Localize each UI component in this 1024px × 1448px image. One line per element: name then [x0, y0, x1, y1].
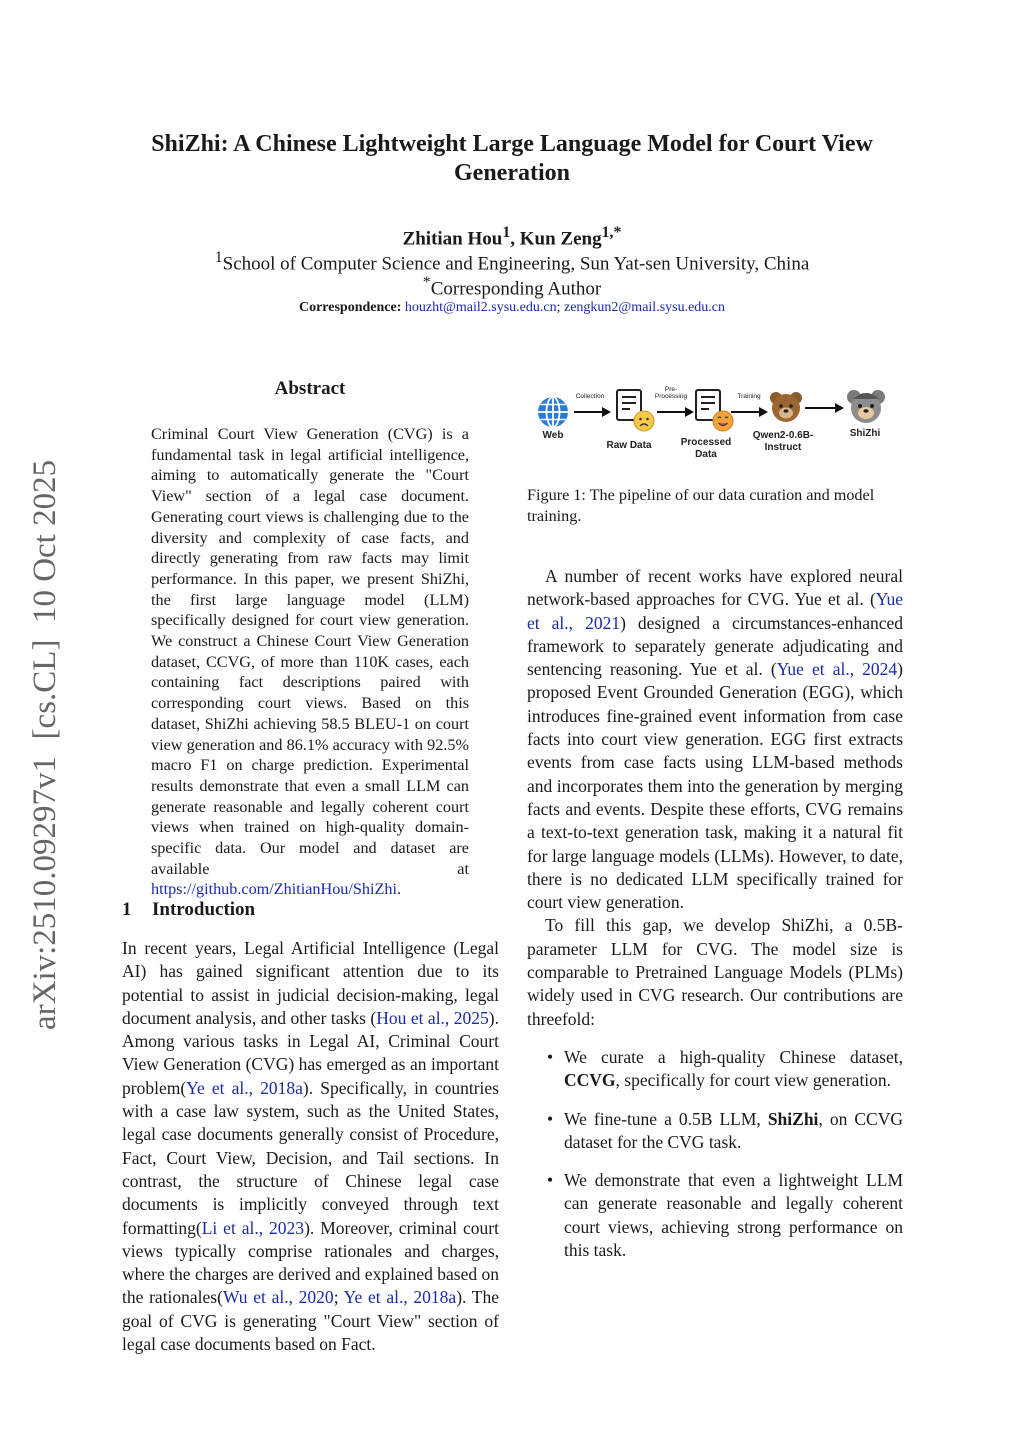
text-run: ). Moreover, criminal court views typically comprise rationales and charges, where the charges are derived and explained based on the rationales( [122, 1217, 499, 1308]
node-label-web: Web [542, 430, 564, 441]
abstract-text [151, 424, 469, 900]
bear-icon [768, 390, 804, 424]
text-run: We demonstrate that even a lightweight LLM can generate reasonable and legally coherent court views, achieving strong performance on this task. [564, 1170, 903, 1261]
arrow-head [759, 407, 768, 417]
abstract-end: . [396, 880, 402, 899]
citation-link[interactable]: Li et al., 2023 [201, 1217, 305, 1238]
contribution-list [527, 1046, 903, 1262]
edge-label-preprocessing: Pre-Processing [654, 386, 688, 400]
email-link[interactable]: houzht@mail2.sysu.edu.cn [404, 300, 557, 315]
node-label-qwen: Qwen2-0.6B-Instruct [752, 430, 814, 453]
node-label-shizhi: ShiZhi [849, 428, 881, 439]
text-run: ; [333, 1287, 344, 1308]
affiliation-marker: 1 [214, 249, 223, 266]
abstract-body: Criminal Court View Generation (CVG) is a fundamental task in legal artificial intelligence, aiming to automatically generate the "Court View" section of a legal case document. Generating court views is challenging due to the diversity and complexity of case facts, and directly generating from raw facts may limit performance. In this paper, we present ShiZhi, the first large language model (LLM) specifically designed for court view generation. We construct a Chinese Court View Generation dataset, CCVG, of more than 110K cases, each containing fact descriptions paired with corresponding court views. Based on this dataset, ShiZhi achieving 58.5 BLEU-1 on court view generation and 86.1% accuracy with 92.5% macro F1 on charge prediction. Experimental results demonstrate that even a small LLM can generate reasonable and legally coherent court views when trained on high-quality domain-specific data. Our model and dataset are available at [151, 425, 469, 878]
bullet-marker: • [547, 1108, 554, 1129]
arrow-finetune [805, 407, 835, 409]
text-run: ). The goal of CVG is generating "Court View" section of legal case documents based on Fact. [122, 1287, 500, 1355]
text-run: ). Specifically, in countries with a case law system, such as the United States, legal case documents generally consist of Procedure, Fact, Court View, Decision, and Tail sections. In contrast, the structure of Chinese legal case documents is implicitly conveyed through text formatting( [122, 1077, 499, 1238]
citation-link[interactable]: Hou et al., 2025 [376, 1007, 489, 1028]
author-separator: , [510, 228, 520, 250]
arrow-preprocessing [657, 411, 685, 413]
text-run: A number of recent works have explored neural network-based approaches for CVG. Yue et al. ( [527, 566, 903, 610]
arrow-head [602, 407, 611, 417]
citation-link[interactable]: Wu et al., 2020 [222, 1287, 334, 1308]
author-name: Zhitian Hou [402, 228, 503, 250]
edge-label-collection: Collection [575, 393, 605, 400]
corresponding-marker: * [422, 274, 431, 291]
text-run: ) proposed Event Grounded Generation (EGG), which introduces fine-grained event information from case facts into court view generation. EGG first extracts events from case facts using LLM-based methods and incorporates them into the generation by merging facts and events. Despite these efforts, CVG remains a text-to-text generation task, making it a natural fit for large language models (LLMs). However, to date, there is no dedicated LLM specifically trained for court view generation. [527, 659, 903, 913]
figure-pipeline [527, 382, 903, 472]
affiliation-marker: 1,* [601, 224, 622, 241]
figure-caption: Figure 1: The pipeline of our data curation and model training. [527, 486, 875, 525]
node-label-processed-data: Processed Data [680, 437, 732, 460]
github-link[interactable]: https://github.com/ZhitianHou/ShiZhi [151, 880, 397, 899]
bold-term: CCVG [564, 1070, 616, 1091]
node-label-raw-data: Raw Data [606, 440, 652, 451]
arrow-training [731, 411, 759, 413]
intro-paragraph-3: To fill this gap, we develop ShiZhi, a 0.5B-parameter LLM for CVG. The model size is comparable to Pretrained Language Models (PLMs) widely used in CVG research. Our contributions are threefold: [527, 915, 903, 1029]
bold-term: ShiZhi [767, 1108, 819, 1129]
text-run: We fine-tune a 0.5B LLM, [564, 1108, 768, 1129]
list-item [527, 1046, 903, 1093]
citation-link[interactable]: Yue et al., 2021 [527, 589, 903, 633]
arxiv-identifier: arXiv:2510.09297v1 [cs.CL] 10 Oct 2025 [27, 459, 63, 1030]
affiliation-text: School of Computer Science and Engineering, Sun Yat-sen University, China [222, 253, 810, 275]
citation-link[interactable]: Ye et al., 2018a [343, 1287, 457, 1308]
arrow-head [835, 403, 844, 413]
arrow-head [685, 407, 694, 417]
list-item [527, 1108, 903, 1155]
citation-link[interactable]: Yue et al., 2024 [776, 659, 898, 680]
intro-paragraph-1 [122, 937, 499, 1356]
email-link[interactable]: zengkun2@mail.sysu.edu.cn [563, 300, 726, 315]
intro-paragraph-2 [527, 565, 903, 914]
email-separator: ; [556, 300, 564, 315]
correspondence-line [100, 298, 924, 318]
text-run: , on CCVG dataset for the CVG task. [564, 1108, 903, 1152]
correspondence-label: Correspondence: [298, 300, 402, 315]
author-name: Kun Zeng [519, 228, 602, 250]
corresponding-author-note [100, 270, 924, 301]
section-number: 1 [122, 899, 132, 920]
list-item [527, 1169, 903, 1262]
globe-icon [536, 395, 570, 429]
right-column [527, 565, 903, 1262]
citation-link[interactable]: Ye et al., 2018a [186, 1077, 303, 1098]
section-title: Introduction [152, 899, 256, 920]
text-run: ) designed a circumstances-enhanced framework to separately generate adjudicating and sentencing reasoning. Yue et al. ( [527, 612, 903, 680]
bullet-marker: • [547, 1046, 554, 1067]
paper-title: ShiZhi: A Chinese Lightweight Large Language Model for Court View Generation [151, 131, 873, 186]
edge-label-training: Training [737, 393, 761, 400]
bullet-marker: • [547, 1170, 554, 1191]
text-run: In recent years, Legal Artificial Intelligence (Legal AI) has gained significant attention due to its potential to assist in judicial decision-making, legal document analysis, and other tasks ( [122, 938, 499, 1028]
text-run: , specifically for court view generation. [615, 1070, 892, 1091]
abstract-heading: Abstract [274, 378, 346, 399]
bear-shizhi-icon [845, 387, 887, 425]
arrow-collection [574, 411, 602, 413]
affiliation-marker: 1 [502, 224, 511, 241]
corresponding-text: Corresponding Author [430, 278, 602, 300]
text-run: ). Among various tasks in Legal AI, Criminal Court View Generation (CVG) has emerged as an important problem( [122, 1007, 499, 1098]
section-heading-introduction [122, 899, 255, 921]
text-run: We curate a high-quality Chinese dataset, [564, 1046, 903, 1067]
